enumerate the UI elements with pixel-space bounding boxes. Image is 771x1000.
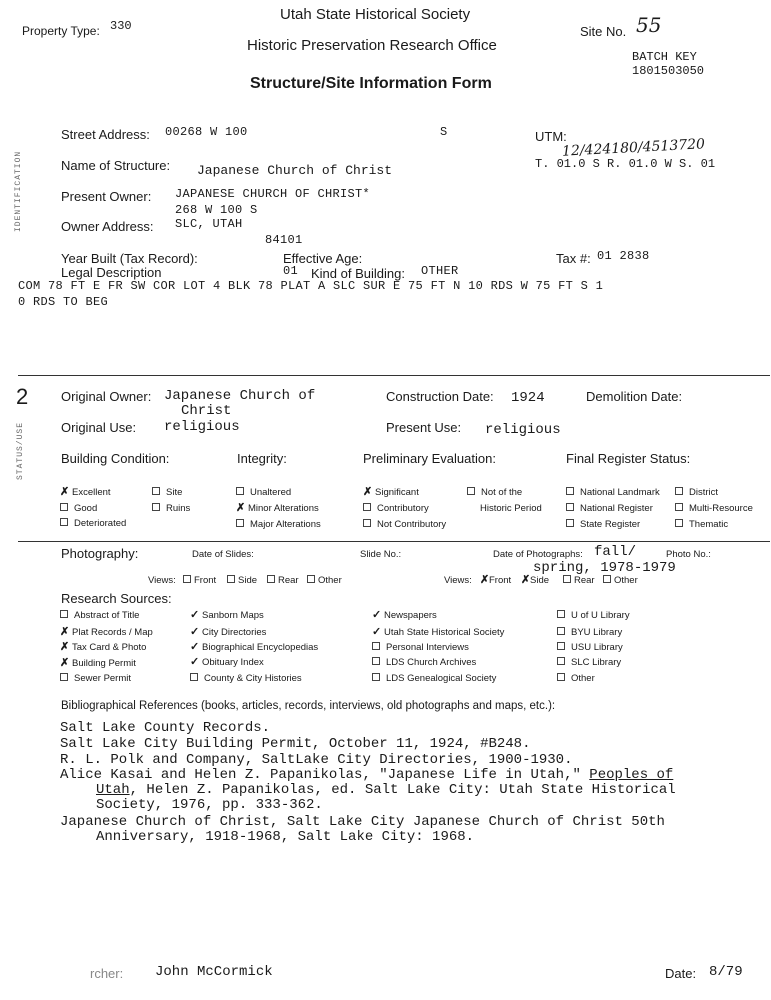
biblio-line-3: R. L. Polk and Company, SaltLake City Directories, 1900-1930.	[60, 752, 573, 768]
source-slc-library[interactable]: SLC Library	[557, 657, 621, 668]
researcher-value: John McCormick	[155, 964, 273, 980]
checkbox-icon	[557, 610, 565, 618]
source-sanborn-maps[interactable]: ✓ Sanborn Maps	[190, 609, 264, 621]
tax-no-label: Tax #:	[556, 251, 591, 266]
checkbox-icon	[467, 487, 475, 495]
checkbox-icon	[563, 575, 571, 583]
source-byu-library[interactable]: BYU Library	[557, 627, 622, 638]
street-address-suffix: S	[440, 125, 448, 139]
section-divider	[18, 375, 770, 376]
biblio-line-1: Salt Lake County Records.	[60, 720, 271, 736]
final-multi-resource[interactable]: Multi-Resource	[675, 503, 753, 514]
check-mark-icon: ✗	[60, 486, 70, 498]
source-newspapers[interactable]: ✓ Newspapers	[372, 609, 437, 621]
checkbox-icon	[566, 487, 574, 495]
construction-date-value: 1924	[511, 390, 545, 406]
date-of-photographs-line1: fall/	[594, 544, 637, 560]
checkbox-icon	[363, 519, 371, 527]
check-mark-icon: ✓	[372, 609, 382, 621]
checkbox-icon	[363, 503, 371, 511]
prelim-significant[interactable]: ✗ Significant	[363, 486, 419, 498]
checkbox-icon	[557, 642, 565, 650]
source-sewer-permit[interactable]: Sewer Permit	[60, 673, 131, 684]
slide-view-other[interactable]: Other	[307, 575, 342, 586]
checkbox-icon	[675, 503, 683, 511]
checkbox-icon	[307, 575, 315, 583]
owner-address-line2: 84101	[265, 233, 303, 247]
source-other[interactable]: Other	[557, 673, 595, 684]
t-line: T. 01.0 S R. 01.0 W S. 01	[535, 157, 716, 171]
check-mark-icon: ✓	[190, 656, 200, 668]
office-name: Historic Preservation Research Office	[247, 37, 497, 54]
checkbox-icon	[557, 657, 565, 665]
source-biographical-encyclopedias[interactable]: ✓ Biographical Encyclopedias	[190, 641, 319, 653]
utm-label: UTM:	[535, 129, 567, 144]
source-u-of-u-library[interactable]: U of U Library	[557, 610, 630, 621]
effective-age-label: Effective Age:	[283, 251, 363, 266]
condition-deteriorated[interactable]: Deteriorated	[60, 518, 126, 529]
check-mark-icon: ✗	[521, 574, 531, 586]
construction-date-label: Construction Date:	[386, 389, 494, 404]
check-mark-icon: ✗	[363, 486, 373, 498]
checkbox-icon	[152, 503, 160, 511]
biblio-line-5: Utah, Helen Z. Papanikolas, ed. Salt Lake City: Utah State Historical	[96, 782, 676, 798]
prelim-historic-period: Historic Period	[480, 503, 542, 514]
date-of-photographs-line2: spring, 1978-1979	[533, 560, 676, 576]
year-built-label: Year Built (Tax Record):	[61, 251, 198, 266]
structure-name-value: Japanese Church of Christ	[197, 163, 393, 178]
check-mark-icon: ✗	[60, 657, 70, 669]
demolition-date-label: Demolition Date:	[586, 389, 683, 404]
photo-view-rear[interactable]: Rear	[563, 575, 595, 586]
condition-ruins[interactable]: Ruins	[152, 503, 190, 514]
legal-description-label: Legal Description	[61, 265, 162, 280]
source-county-city-histories[interactable]: County & City Histories	[190, 673, 302, 684]
source-building-permit[interactable]: ✗ Building Permit	[60, 657, 136, 669]
section-divider	[18, 541, 770, 542]
checkbox-icon	[372, 657, 380, 665]
biblio-line-2: Salt Lake City Building Permit, October 11, 1924, #B248.	[60, 736, 531, 752]
prelim-not-of-period[interactable]: Not of the	[467, 487, 522, 498]
source-city-directories[interactable]: ✓ City Directories	[190, 626, 267, 638]
original-use-value: religious	[164, 419, 240, 435]
checkbox-icon	[372, 673, 380, 681]
original-owner-line1: Japanese Church of	[164, 388, 316, 404]
present-owner-label: Present Owner:	[61, 189, 152, 204]
checkbox-icon	[236, 519, 244, 527]
street-address-label: Street Address:	[61, 127, 150, 142]
date-of-photographs-label: Date of Photographs:	[493, 549, 583, 560]
prelim-contributory[interactable]: Contributory	[363, 503, 429, 514]
checkbox-icon	[557, 627, 565, 635]
photography-label: Photography:	[61, 546, 139, 561]
legal-description-line1: COM 78 FT E FR SW COR LOT 4 BLK 78 PLAT A SLC SUR E 75 FT N 10 RDS W 75 FT S 1	[18, 279, 604, 293]
integrity-major[interactable]: Major Alterations	[236, 519, 321, 530]
structure-name-label: Name of Structure:	[61, 158, 171, 173]
batch-key-label: BATCH KEY	[632, 50, 697, 64]
biblio-line-8: Anniversary, 1918-1968, Salt Lake City: 1968.	[96, 829, 475, 845]
photo-view-side[interactable]: ✗Side	[521, 574, 550, 586]
date-of-slides-label: Date of Slides:	[192, 549, 254, 560]
identification-side-label: IDENTIFICATION	[14, 150, 23, 232]
integrity-minor[interactable]: ✗ Minor Alterations	[236, 502, 319, 514]
present-owner-line2: 268 W 100 S	[175, 203, 258, 217]
check-mark-icon: ✓	[190, 641, 200, 653]
kind-of-building-value: OTHER	[421, 264, 459, 278]
source-obituary-index[interactable]: ✓ Obituary Index	[190, 656, 264, 668]
present-owner-line1: JAPANESE CHURCH OF CHRIST*	[175, 187, 371, 201]
final-thematic[interactable]: Thematic	[675, 519, 728, 530]
slide-view-rear[interactable]: Rear	[267, 575, 299, 586]
source-personal-interviews[interactable]: Personal Interviews	[372, 642, 469, 653]
check-mark-icon: ✓	[372, 626, 382, 638]
checkbox-icon	[60, 518, 68, 526]
researcher-label: rcher:	[90, 966, 124, 981]
checkbox-icon	[566, 519, 574, 527]
checkbox-icon	[60, 673, 68, 681]
photo-view-other[interactable]: Other	[603, 575, 638, 586]
checkbox-icon	[267, 575, 275, 583]
checkbox-icon	[566, 503, 574, 511]
status-side-number: 2	[16, 384, 29, 409]
check-mark-icon: ✗	[480, 574, 490, 586]
photo-view-front[interactable]: ✗Front	[480, 574, 512, 586]
check-mark-icon: ✗	[236, 502, 246, 514]
integrity-heading: Integrity:	[237, 451, 287, 466]
checkbox-icon	[60, 503, 68, 511]
final-state-register[interactable]: State Register	[566, 519, 640, 530]
street-address-value: 00268 W 100	[165, 125, 248, 139]
checkbox-icon	[603, 575, 611, 583]
checkbox-icon	[152, 487, 160, 495]
biblio-line-7: Japanese Church of Christ, Salt Lake City Japanese Church of Christ 50th	[60, 814, 665, 830]
checkbox-icon	[236, 487, 244, 495]
biblio-line-4: Alice Kasai and Helen Z. Papanikolas, "Japanese Life in Utah," Peoples of	[60, 767, 674, 783]
date-label: Date:	[665, 966, 697, 981]
final-district[interactable]: District	[675, 487, 718, 498]
site-no-value: 55	[636, 13, 662, 37]
site-no-label: Site No.	[580, 24, 627, 39]
checkbox-icon	[675, 519, 683, 527]
source-tax-card[interactable]: ✗ Tax Card & Photo	[60, 641, 147, 653]
condition-site[interactable]: Site	[152, 487, 182, 498]
utm-value: 12/424180/4513720	[561, 136, 706, 160]
check-mark-icon: ✓	[190, 609, 200, 621]
tax-no-value: 01 2838	[597, 249, 650, 263]
checkbox-icon	[372, 642, 380, 650]
date-value: 8/79	[709, 964, 743, 980]
final-national-landmark[interactable]: National Landmark	[566, 487, 660, 498]
slide-view-front[interactable]: Front	[183, 575, 216, 586]
original-use-label: Original Use:	[61, 420, 137, 435]
original-owner-line2: Christ	[181, 403, 232, 419]
integrity-unaltered[interactable]: Unaltered	[236, 487, 291, 498]
form-title: Structure/Site Information Form	[250, 75, 492, 92]
photo-views-label: Views:	[444, 575, 472, 586]
property-type-label: Property Type:	[22, 24, 100, 38]
source-abstract-of-title[interactable]: Abstract of Title	[60, 610, 139, 621]
slide-view-side[interactable]: Side	[227, 575, 257, 586]
batch-key-value: 1801503050	[632, 64, 705, 78]
checkbox-icon	[675, 487, 683, 495]
preliminary-evaluation-heading: Preliminary Evaluation:	[363, 451, 496, 466]
check-mark-icon: ✗	[60, 641, 70, 653]
condition-good[interactable]: Good	[60, 503, 97, 514]
check-mark-icon: ✓	[190, 626, 200, 638]
present-use-label: Present Use:	[386, 420, 462, 435]
final-national-register[interactable]: National Register	[566, 503, 653, 514]
original-owner-label: Original Owner:	[61, 389, 152, 404]
source-utah-state-historical[interactable]: ✓ Utah State Historical Society	[372, 626, 505, 638]
status-side-label: STATUS/USE	[16, 421, 25, 480]
source-lds-church-archives[interactable]: LDS Church Archives	[372, 657, 476, 668]
research-sources-heading: Research Sources:	[61, 591, 172, 606]
slide-views-label: Views:	[148, 575, 176, 586]
source-usu-library[interactable]: USU Library	[557, 642, 623, 653]
checkbox-icon	[183, 575, 191, 583]
property-type-value: 330	[110, 19, 132, 33]
owner-address-line1: SLC, UTAH	[175, 217, 243, 231]
prelim-not-contributory[interactable]: Not Contributory	[363, 519, 446, 530]
slide-no-label: Slide No.:	[360, 549, 402, 560]
present-use-value: religious	[485, 422, 561, 438]
kind-of-building-label: Kind of Building:	[311, 266, 405, 281]
checkbox-icon	[60, 610, 68, 618]
source-lds-genealogical[interactable]: LDS Genealogical Society	[372, 673, 496, 684]
checkbox-icon	[557, 673, 565, 681]
checkbox-icon	[190, 673, 198, 681]
org-name: Utah State Historical Society	[280, 6, 471, 23]
biblio-line-6: Society, 1976, pp. 333-362.	[96, 797, 323, 813]
legal-description-number: 01	[283, 264, 299, 278]
checkbox-icon	[227, 575, 235, 583]
photo-no-label: Photo No.:	[666, 549, 711, 560]
building-condition-heading: Building Condition:	[61, 451, 170, 466]
condition-excellent[interactable]: ✗ Excellent	[60, 486, 111, 498]
source-plat-records[interactable]: ✗ Plat Records / Map	[60, 626, 153, 638]
bibliography-heading: Bibliographical References (books, articles, records, interviews, old photographs and maps, etc.):	[61, 700, 556, 712]
owner-address-label: Owner Address:	[61, 219, 154, 234]
check-mark-icon: ✗	[60, 626, 70, 638]
legal-description-line2: 0 RDS TO BEG	[18, 295, 109, 309]
final-register-heading: Final Register Status:	[566, 451, 691, 466]
